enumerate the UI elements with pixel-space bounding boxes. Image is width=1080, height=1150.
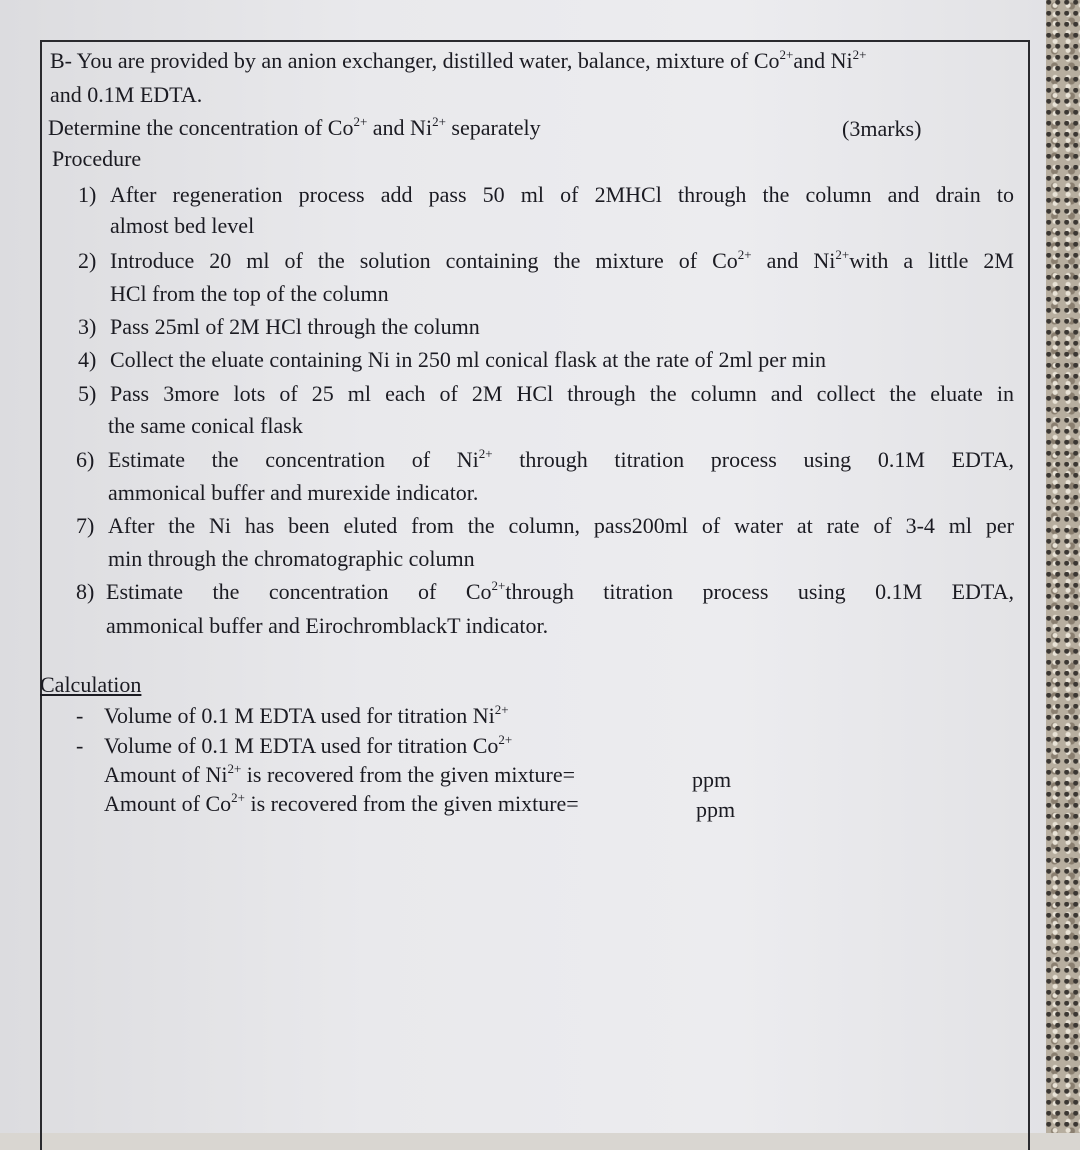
step-5-line-1: Pass 3more lots of 25 ml each of 2M HCl through the column and collect the eluate in	[110, 381, 1014, 406]
calc-edta-co: Volume of 0.1 M EDTA used for titration $Co^{2+}$	[104, 732, 513, 758]
step-6-line-2: ammonical buffer and murexide indicator.	[108, 480, 479, 505]
step-3-line-1: Pass 25ml of 2M HCl through the column	[110, 314, 480, 339]
step-2-line-1: Introduce 20 ml of the solution containing the mixture of $Co^{2+}$ and $Ni^{2+}with$ a little 2M	[110, 247, 1014, 273]
step-4-line-1: Collect the eluate containing Ni in 250 ml conical flask at the rate of 2ml per min	[110, 347, 827, 372]
step-number: 8)	[76, 579, 95, 604]
granite-background	[1046, 0, 1080, 1133]
step-5-line-2: the same conical flask	[108, 413, 303, 438]
unit-ppm-co: ppm	[696, 797, 736, 822]
unit-ppm-ni: ppm	[692, 767, 732, 792]
intro-line-2: and 0.1M EDTA.	[50, 82, 203, 107]
marks-label: (3marks)	[842, 116, 922, 141]
step-7-line-1: After the Ni has been eluted from the column, pass200ml of water at rate of 3-4 ml per	[108, 513, 1014, 538]
calc-amount-co: Amount of $Co^{2+}$ is recovered from the given mixture=	[104, 790, 579, 816]
step-number: 7)	[76, 513, 95, 538]
step-2-line-2: HCl from the top of the column	[110, 281, 389, 306]
step-8-line-1: Estimate the concentration of $Co^{2+}through$ titration process using 0.1M EDTA,	[106, 578, 1015, 604]
calc-edta-ni: Volume of 0.1 M EDTA used for titration $Ni^{2+}$	[104, 702, 509, 728]
bullet-dash: -	[76, 733, 84, 758]
step-7-line-2: min through the chromatographic column	[108, 546, 475, 571]
step-number: 3)	[78, 314, 97, 339]
step-1-line-1: After regeneration process add pass 50 ml of 2MHCl through the column and drain to	[110, 182, 1014, 207]
step-6-line-1: Estimate the concentration of $Ni^{2+}$ through titration process using 0.1M EDTA,	[108, 446, 1015, 472]
intro-line-1: B- You are provided by an anion exchanger, distilled water, balance, mixture of $Co^{2+}and$ $Ni^{2+}$	[50, 47, 867, 73]
step-number: 4)	[78, 347, 97, 372]
task-statement: Determine the concentration of $Co^{2+}$ and $Ni^{2+}$ separately	[48, 114, 541, 140]
step-number: 6)	[76, 447, 95, 472]
procedure-title: Procedure	[52, 146, 142, 171]
step-number: 5)	[78, 381, 97, 406]
step-number: 1)	[78, 182, 97, 207]
step-8-line-2: ammonical buffer and EirochromblackT indicator.	[106, 613, 549, 638]
calc-amount-ni: Amount of $Ni^{2+}$ is recovered from the given mixture=	[104, 761, 576, 787]
calculation-title: Calculation	[40, 672, 142, 697]
step-1-line-2: almost bed level	[110, 213, 255, 238]
step-number: 2)	[78, 248, 97, 273]
bullet-dash: -	[76, 703, 84, 728]
